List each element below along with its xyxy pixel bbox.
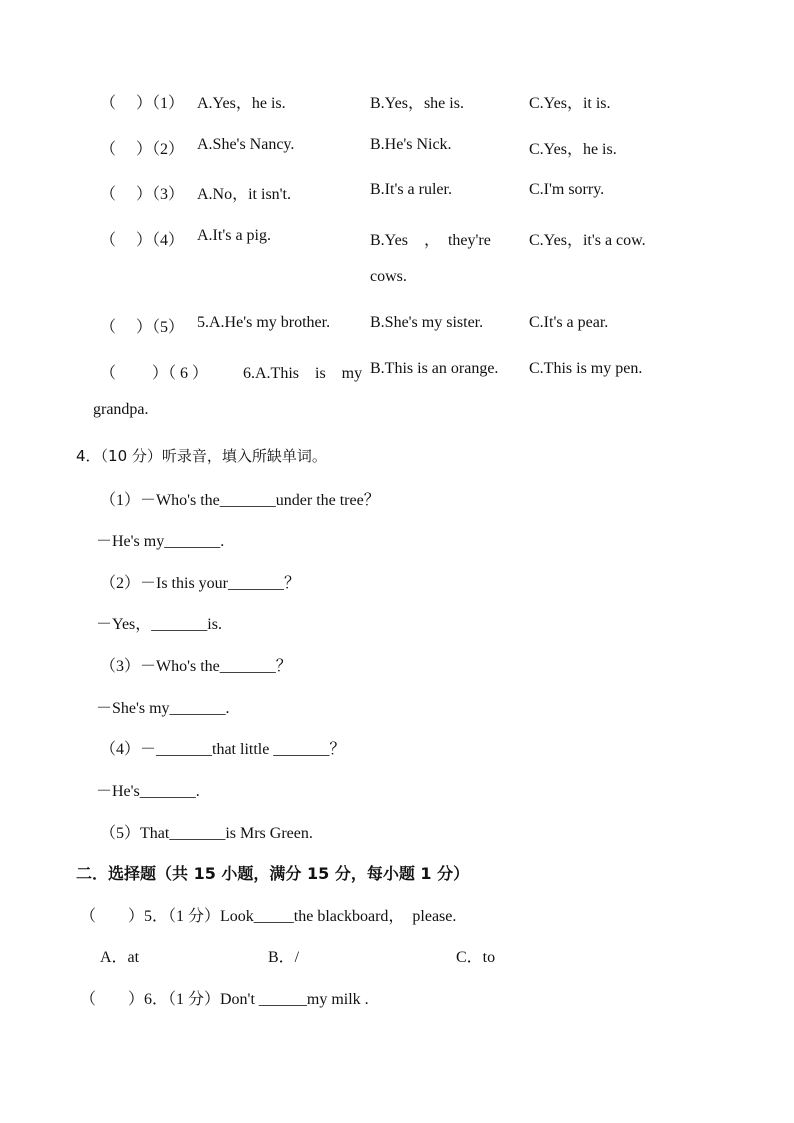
q6-stem: （ ）6．（1 分）Don't ______my milk . (80, 991, 369, 1008)
q3-row-3-option-a: A.No，it isn't. (197, 186, 292, 203)
q3-row-1-option-b: B.Yes，she is. (370, 95, 464, 112)
q3-row-2-num: （ ）（2） (100, 141, 185, 158)
q4-line-2: －He's my_______. (96, 533, 225, 550)
q3-row-1-option-a: A.Yes，he is. (197, 95, 286, 112)
q3-row-3-option-c: C.I'm sorry. (529, 181, 605, 198)
q3-row-5-option-c: C.It's a pear. (529, 314, 609, 331)
q4-line-9: （5）That_______is Mrs Green. (100, 825, 313, 842)
section-2-title: 二．选择题（共 15 小题，满分 15 分，每小题 1 分） (76, 864, 470, 883)
q3-row-6-num: （ ）（ 6 ） (100, 365, 209, 382)
q4-title: 4．（10 分）听录音，填入所缺单词。 (76, 447, 327, 465)
q4-line-4: －Yes，_______is. (96, 616, 222, 633)
q3-row-1-num: （ ）（1） (100, 95, 185, 112)
q3-row-4-option-b-cont: cows. (370, 268, 407, 285)
q3-row-2-option-b: B.He's Nick. (370, 136, 452, 153)
q5-option-a: A．at (100, 949, 140, 966)
q3-row-6-option-c: C.This is my pen. (529, 360, 643, 377)
q4-line-7: （4）－_______that little _______？ (100, 741, 346, 758)
q3-row-4-num: （ ）（4） (100, 232, 185, 249)
q3-row-4-option-b: B.Yes ， they're (370, 232, 491, 249)
q3-row-3-num: （ ）（3） (100, 186, 185, 203)
q3-row-6-option-b: B.This is an orange. (370, 360, 499, 377)
q4-line-3: （2）－Is this your_______？ (100, 575, 301, 592)
q3-row-2-option-a: A.She's Nancy. (197, 136, 295, 153)
q3-row-3-option-b: B.It's a ruler. (370, 181, 452, 198)
q3-row-5-option-b: B.She's my sister. (370, 314, 484, 331)
q5-option-c: C．to (456, 949, 496, 966)
q3-row-4-option-c: C.Yes，it's a cow. (529, 232, 646, 249)
q3-row-4-option-a: A.It's a pig. (197, 227, 271, 244)
q3-row-5-num: （ ）（5） (100, 319, 185, 336)
q4-line-5: （3）－Who's the_______？ (100, 658, 292, 675)
q3-row-6-option-a-cont: grandpa. (93, 401, 149, 418)
q3-row-2-option-c: C.Yes，he is. (529, 141, 617, 158)
q3-row-5-option-a: 5.A.He's my brother. (197, 314, 331, 331)
q4-line-8: －He's_______. (96, 783, 200, 800)
q4-line-6: －She's my_______. (96, 700, 230, 717)
q3-row-6-option-a: 6.A.This is my (243, 365, 363, 382)
q3-row-1-option-c: C.Yes，it is. (529, 95, 611, 112)
q5-stem: （ ）5．（1 分）Look_____the blackboard， please. (80, 908, 457, 925)
q4-line-1: （1）－Who's the_______under the tree？ (100, 492, 380, 509)
q5-option-b: B．/ (268, 949, 300, 966)
